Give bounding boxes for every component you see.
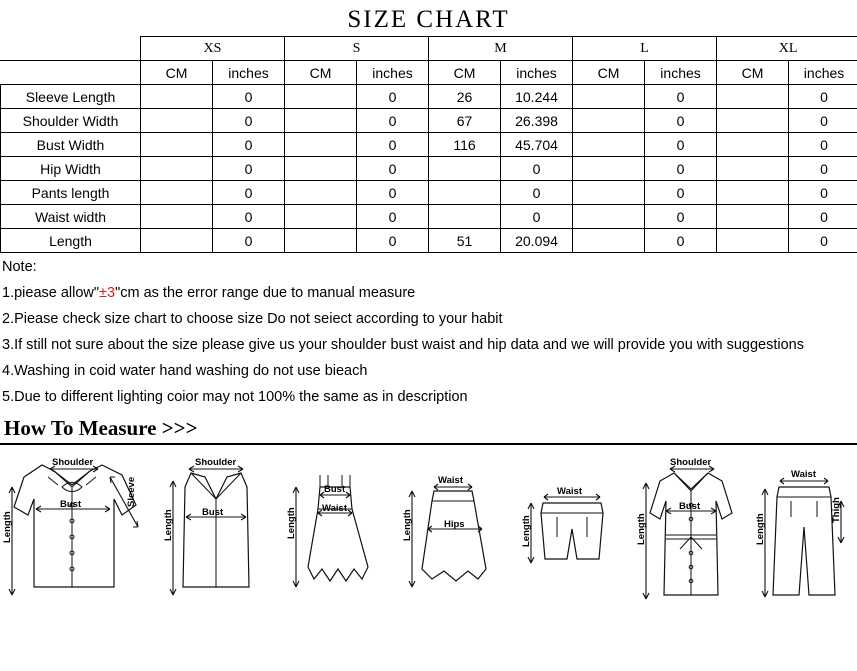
skirt-label-waist: Waist — [438, 475, 464, 486]
note-1-pre: 1.piease allow" — [2, 285, 100, 301]
shorts-illustration — [517, 447, 627, 607]
cell: 0 — [357, 85, 429, 109]
cell — [573, 109, 645, 133]
cell — [573, 157, 645, 181]
cell: 0 — [213, 109, 285, 133]
row-label: Waist width — [1, 205, 141, 229]
how-to-measure-heading: How To Measure >>> — [4, 416, 198, 440]
figure-skirt — [398, 447, 508, 607]
cell — [141, 109, 213, 133]
table-row — [1, 85, 857, 109]
cell: 0 — [645, 133, 717, 157]
cell: 67 — [429, 109, 501, 133]
note-line-2: 2.Piease check size chart to choose size Do not seiect according to your habit — [2, 311, 503, 327]
unit-header-xl-cm: CM — [717, 61, 789, 85]
size-header-xs: XS — [141, 37, 285, 61]
cell: 26 — [429, 85, 501, 109]
cell — [717, 181, 789, 205]
cell — [717, 205, 789, 229]
note-line-1 — [2, 280, 857, 306]
cell — [141, 229, 213, 253]
note-line-4: 4.Washing in coid water hand washing do not use bieach — [2, 363, 368, 379]
size-header-m: M — [429, 37, 573, 61]
figure-blouse — [2, 447, 152, 607]
cell: 0 — [645, 85, 717, 109]
cell: 45.704 — [501, 133, 573, 157]
unit-header-m-cm: CM — [429, 61, 501, 85]
cell: 0 — [213, 229, 285, 253]
cell: 10.244 — [501, 85, 573, 109]
cell: 0 — [789, 109, 857, 133]
cell — [717, 85, 789, 109]
figure-dress — [280, 447, 390, 607]
cell: 116 — [429, 133, 501, 157]
dress-label-bust: Bust — [323, 484, 345, 495]
pants-label-length: Length — [754, 513, 766, 545]
corner-cell-units — [1, 61, 141, 85]
corner-cell — [1, 37, 141, 61]
cell: 0 — [357, 205, 429, 229]
cell — [429, 157, 501, 181]
cell — [573, 133, 645, 157]
blouse-label-length: Length — [2, 511, 13, 543]
blouse-label-bust: Bust — [60, 499, 82, 510]
table-head-sizes — [1, 37, 857, 61]
cell — [573, 229, 645, 253]
cell: 0 — [213, 157, 285, 181]
figure-shorts — [517, 447, 627, 607]
row-label: Bust Width — [1, 133, 141, 157]
cell — [285, 229, 357, 253]
cell: 0 — [645, 109, 717, 133]
cell: 26.398 — [501, 109, 573, 133]
unit-header-xl-in: inches — [789, 61, 857, 85]
cell — [285, 157, 357, 181]
cell: 0 — [645, 205, 717, 229]
cell: 0 — [501, 181, 573, 205]
unit-header-l-in: inches — [645, 61, 717, 85]
figure-tank-top — [161, 447, 271, 607]
coat-illustration — [636, 447, 746, 607]
cell: 0 — [213, 181, 285, 205]
cell — [141, 181, 213, 205]
cell: 0 — [789, 205, 857, 229]
cell: 0 — [357, 229, 429, 253]
blouse-label-sleeve: Sleeve — [126, 476, 137, 507]
coat-label-length: Length — [636, 513, 648, 545]
tank-label-length: Length — [162, 509, 174, 541]
cell — [141, 157, 213, 181]
dress-label-length: Length — [285, 507, 297, 539]
unit-header-m-in: inches — [501, 61, 573, 85]
cell — [717, 157, 789, 181]
cell: 0 — [357, 133, 429, 157]
table-row — [1, 229, 857, 253]
cell: 0 — [213, 85, 285, 109]
cell — [141, 133, 213, 157]
skirt-label-length: Length — [402, 509, 414, 541]
size-header-xl: XL — [717, 37, 857, 61]
note-1-tolerance: ±3 — [99, 285, 116, 301]
size-header-s: S — [285, 37, 429, 61]
cell — [141, 85, 213, 109]
cell: 0 — [213, 133, 285, 157]
cell: 0 — [213, 205, 285, 229]
size-header-l: L — [573, 37, 717, 61]
measure-figures — [0, 445, 857, 607]
cell — [141, 205, 213, 229]
blouse-label-shoulder: Shoulder — [52, 457, 94, 468]
cell — [285, 109, 357, 133]
cell: 0 — [357, 181, 429, 205]
table-row — [1, 205, 857, 229]
table-row — [1, 181, 857, 205]
row-label: Shoulder Width — [1, 109, 141, 133]
skirt-illustration — [398, 447, 508, 607]
coat-label-bust: Bust — [679, 501, 701, 512]
pants-label-thigh: Thigh — [830, 497, 842, 523]
coat-label-shoulder: Shoulder — [670, 457, 712, 468]
table-row — [1, 157, 857, 181]
cell — [573, 205, 645, 229]
cell: 0 — [357, 157, 429, 181]
cell: 0 — [501, 205, 573, 229]
cell: 0 — [357, 109, 429, 133]
cell — [429, 181, 501, 205]
size-table — [0, 36, 857, 253]
table-row — [1, 133, 857, 157]
row-label: Pants length — [1, 181, 141, 205]
table-head-units — [1, 61, 857, 85]
cell — [429, 205, 501, 229]
cell — [717, 133, 789, 157]
cell: 0 — [501, 157, 573, 181]
unit-header-xs-in: inches — [213, 61, 285, 85]
cell: 0 — [789, 181, 857, 205]
cell — [573, 85, 645, 109]
cell: 0 — [645, 181, 717, 205]
cell: 51 — [429, 229, 501, 253]
cell — [717, 229, 789, 253]
shorts-label-length: Length — [521, 515, 533, 547]
cell — [573, 181, 645, 205]
cell: 0 — [789, 229, 857, 253]
pants-label-waist: Waist — [790, 469, 816, 480]
row-label: Sleeve Length — [1, 85, 141, 109]
figure-pants — [755, 447, 855, 607]
table-row — [1, 109, 857, 133]
cell — [285, 205, 357, 229]
dress-illustration — [280, 447, 390, 607]
row-label: Hip Width — [1, 157, 141, 181]
tank-label-bust: Bust — [201, 507, 223, 518]
notes-section — [0, 253, 857, 410]
tank-top-illustration — [161, 447, 271, 607]
cell — [717, 109, 789, 133]
pants-illustration — [755, 447, 855, 607]
cell: 0 — [789, 133, 857, 157]
unit-header-s-in: inches — [357, 61, 429, 85]
note-1-post: "cm as the error range due to manual measure — [115, 285, 416, 301]
unit-header-xs-cm: CM — [141, 61, 213, 85]
cell — [285, 181, 357, 205]
cell: 0 — [789, 85, 857, 109]
cell: 0 — [645, 229, 717, 253]
blouse-illustration — [2, 447, 152, 607]
cell: 20.094 — [501, 229, 573, 253]
note-line-3: 3.If still not sure about the size please give us your shoulder bust waist and hip data and we will provide you with suggestions — [2, 337, 804, 353]
notes-heading: Note: — [2, 259, 37, 275]
row-label: Length — [1, 229, 141, 253]
page-title: SIZE CHART — [347, 6, 510, 33]
note-line-5: 5.Due to different lighting coior may not 100% the same as in description — [2, 389, 468, 405]
shorts-label-waist: Waist — [557, 486, 583, 497]
skirt-label-hips: Hips — [444, 519, 466, 530]
cell: 0 — [789, 157, 857, 181]
tank-label-shoulder: Shoulder — [194, 457, 236, 468]
unit-header-s-cm: CM — [285, 61, 357, 85]
dress-label-waist: Waist — [321, 503, 347, 514]
cell: 0 — [645, 157, 717, 181]
cell — [285, 85, 357, 109]
cell — [285, 133, 357, 157]
unit-header-l-cm: CM — [573, 61, 645, 85]
figure-coat — [636, 447, 746, 607]
